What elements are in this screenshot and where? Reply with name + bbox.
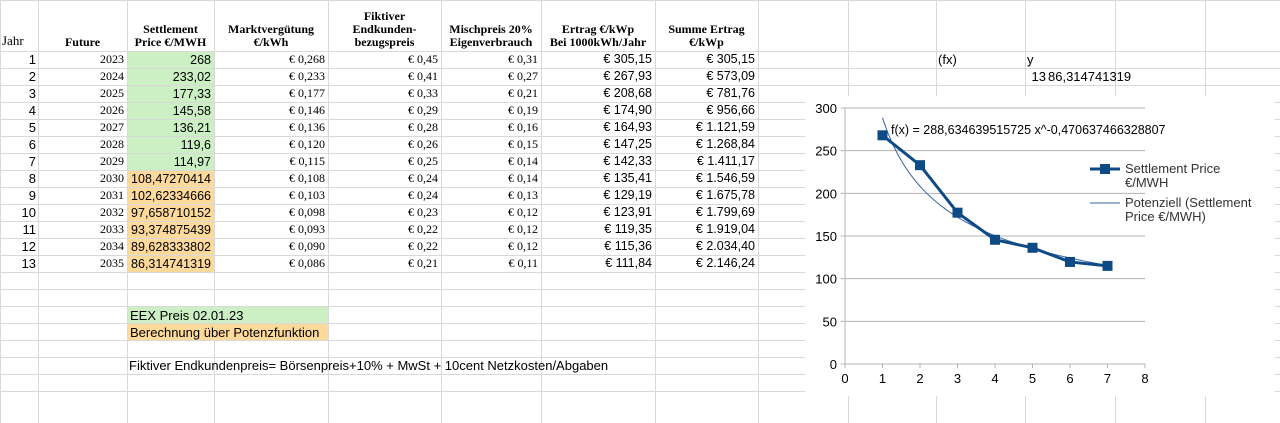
note-potenzfunktion[interactable]: Berechnung über Potenzfunktion xyxy=(128,324,328,340)
header-future-line: Future xyxy=(64,35,101,49)
y-tick-label: 300 xyxy=(815,101,837,116)
cell-summe-ertrag[interactable]: € 956,66 xyxy=(706,103,755,117)
cell-summe-ertrag[interactable]: € 2.146,24 xyxy=(695,256,755,270)
price-chart[interactable] xyxy=(805,96,1275,396)
x-tick-label: 4 xyxy=(991,371,999,386)
cell-settlement-price[interactable]: 268 xyxy=(128,52,214,68)
cell-summe-ertrag[interactable]: € 2.034,40 xyxy=(695,239,755,253)
cell-summe-ertrag[interactable]: € 1.411,17 xyxy=(696,154,755,168)
data-point[interactable] xyxy=(953,208,963,218)
cell-fiktiver-preis[interactable]: € 0,41 xyxy=(408,69,438,83)
row-index[interactable]: 12 xyxy=(21,239,36,254)
cell-fiktiver-preis[interactable]: € 0,22 xyxy=(408,222,438,236)
cell-settlement-price[interactable]: 93,374875439 xyxy=(128,222,214,238)
cell-marktverguetung[interactable]: € 0,093 xyxy=(289,222,325,236)
cell-mischpreis[interactable]: € 0,11 xyxy=(508,256,538,270)
cell-mischpreis[interactable]: € 0,19 xyxy=(508,103,538,117)
data-point[interactable] xyxy=(1065,257,1075,267)
cell-settlement-price[interactable]: 233,02 xyxy=(128,69,214,85)
cell-mischpreis[interactable]: € 0,12 xyxy=(508,222,538,236)
cell-ertrag[interactable]: € 164,93 xyxy=(603,120,652,134)
legend-label-trendline: Potenziell (Settlement xyxy=(1125,195,1252,210)
header-marktverguetung[interactable] xyxy=(214,0,328,50)
cell-settlement-price[interactable]: 114,97 xyxy=(128,154,214,170)
cell-ertrag[interactable]: € 174,90 xyxy=(603,103,652,117)
x-tick-label: 1 xyxy=(878,371,887,386)
header-mischpreis[interactable] xyxy=(441,0,541,50)
cell-year[interactable]: 2028 xyxy=(100,137,124,151)
cell-fx-label[interactable]: (fx) xyxy=(938,52,957,67)
cell-marktverguetung[interactable]: € 0,268 xyxy=(289,52,325,66)
header-future[interactable] xyxy=(38,0,127,50)
header-fiktiver-endkundenpreis-line: bezugspreis xyxy=(354,35,415,49)
cell-year[interactable]: 2024 xyxy=(100,69,124,83)
cell-ertrag[interactable]: € 135,41 xyxy=(603,171,652,185)
cell-settlement-price[interactable]: 86,314741319 xyxy=(128,256,214,272)
legend-label-series: Settlement Price xyxy=(1125,161,1221,176)
cell-summe-ertrag[interactable]: € 1.268,84 xyxy=(695,137,755,151)
header-summe-ertrag-line: €/kWp xyxy=(689,35,724,49)
cell-ertrag[interactable]: € 123,91 xyxy=(603,205,652,219)
y-tick-label: 150 xyxy=(815,229,837,244)
cell-marktverguetung[interactable]: € 0,115 xyxy=(289,154,325,168)
x-tick-label: 6 xyxy=(1066,371,1074,386)
header-settlement-price[interactable] xyxy=(127,0,214,50)
y-tick-label: 250 xyxy=(815,143,837,159)
cell-year[interactable]: 2034 xyxy=(100,239,124,253)
cell-marktverguetung[interactable]: € 0,108 xyxy=(289,171,325,185)
cell-marktverguetung[interactable]: € 0,090 xyxy=(289,239,325,253)
cell-year[interactable]: 2033 xyxy=(100,222,124,236)
cell-y-value[interactable]: 86,314741319 xyxy=(1048,69,1132,84)
header-marktverguetung-line: Marktvergütung xyxy=(228,22,314,36)
cell-ertrag[interactable]: € 208,68 xyxy=(603,86,652,100)
cell-marktverguetung[interactable]: € 0,136 xyxy=(289,120,325,134)
cell-marktverguetung[interactable]: € 0,098 xyxy=(289,205,325,219)
header-jahr[interactable]: Jahr xyxy=(2,33,24,48)
cell-ertrag[interactable]: € 119,35 xyxy=(604,222,652,236)
row-index[interactable]: 13 xyxy=(21,256,36,271)
chart-background xyxy=(805,96,1275,396)
cell-fiktiver-preis[interactable]: € 0,24 xyxy=(408,171,438,185)
y-tick-label: 50 xyxy=(822,314,837,330)
cell-ertrag[interactable]: € 129,19 xyxy=(603,188,652,202)
cell-ertrag[interactable]: € 142,33 xyxy=(603,154,652,168)
cell-fiktiver-preis[interactable]: € 0,22 xyxy=(408,239,438,253)
cell-marktverguetung[interactable]: € 0,177 xyxy=(289,86,325,100)
data-point[interactable] xyxy=(915,160,925,170)
cell-year[interactable]: 2031 xyxy=(100,188,124,202)
cell-summe-ertrag[interactable]: € 1.675,78 xyxy=(695,188,755,202)
cell-year[interactable]: 2032 xyxy=(100,205,124,219)
header-fiktiver-endkundenpreis[interactable] xyxy=(328,0,441,50)
legend-marker-series xyxy=(1100,164,1110,174)
header-mischpreis-line: Eigenverbrauch xyxy=(449,35,533,49)
row-index[interactable]: 7 xyxy=(28,154,36,169)
grid-col-line xyxy=(758,0,759,423)
cell-settlement-price[interactable]: 177,33 xyxy=(128,86,214,102)
cell-y-label[interactable]: y xyxy=(1027,52,1034,67)
cell-fiktiver-preis[interactable]: € 0,21 xyxy=(408,256,438,270)
header-summe-ertrag-line: Summe Ertrag xyxy=(668,22,745,36)
cell-ertrag[interactable]: € 267,93 xyxy=(603,69,652,83)
cell-mischpreis[interactable]: € 0,16 xyxy=(508,120,538,134)
cell-year[interactable]: 2023 xyxy=(100,52,124,66)
header-ertrag-line: Bei 1000kWh/Jahr xyxy=(549,35,647,49)
header-fiktiver-endkundenpreis-line: Endkunden- xyxy=(352,22,417,36)
cell-summe-ertrag[interactable]: € 1.799,69 xyxy=(695,205,755,219)
cell-x-value[interactable]: 13 xyxy=(1031,69,1046,84)
y-tick-label: 100 xyxy=(815,271,837,287)
cell-marktverguetung[interactable]: € 0,146 xyxy=(289,103,325,117)
cell-ertrag[interactable]: € 111,84 xyxy=(605,256,652,270)
cell-marktverguetung[interactable]: € 0,086 xyxy=(289,256,325,270)
x-tick-label: 3 xyxy=(953,371,962,386)
cell-summe-ertrag[interactable]: € 781,76 xyxy=(706,86,755,100)
row-index[interactable]: 1 xyxy=(28,52,36,67)
x-tick-label: 5 xyxy=(1028,371,1037,386)
cell-year[interactable]: 2030 xyxy=(100,171,124,185)
header-mischpreis-line: Mischpreis 20% xyxy=(449,22,533,36)
data-point[interactable] xyxy=(1103,261,1113,271)
legend-label-series: €/MWH xyxy=(1125,175,1169,190)
row-index[interactable]: 3 xyxy=(28,86,36,101)
cell-mischpreis[interactable]: € 0,13 xyxy=(508,188,538,202)
x-tick-label: 8 xyxy=(1141,371,1149,386)
note-eex-preis[interactable]: EEX Preis 02.01.23 xyxy=(128,307,328,323)
cell-mischpreis[interactable]: € 0,31 xyxy=(508,52,538,66)
header-fiktiver-endkundenpreis-line: Fiktiver xyxy=(363,9,406,23)
cell-year[interactable]: 2026 xyxy=(100,103,124,117)
cell-summe-ertrag[interactable]: € 573,09 xyxy=(706,69,755,83)
cell-fiktiver-preis[interactable]: € 0,33 xyxy=(408,86,438,100)
row-index[interactable]: 9 xyxy=(28,188,36,203)
cell-settlement-price[interactable]: 89,628333802 xyxy=(128,239,214,255)
row-index[interactable]: 11 xyxy=(22,222,36,237)
cell-fiktiver-preis[interactable]: € 0,28 xyxy=(408,120,438,134)
trendline-equation: f(x) = 288,634639515725 x^-0,470637466328807 xyxy=(891,123,1166,137)
cell-fiktiver-preis[interactable]: € 0,23 xyxy=(408,205,438,219)
cell-summe-ertrag[interactable]: € 1.121,59 xyxy=(695,120,755,134)
cell-summe-ertrag[interactable]: € 1.546,59 xyxy=(695,171,755,185)
cell-mischpreis[interactable]: € 0,27 xyxy=(508,69,538,83)
note-formula[interactable]: Fiktiver Endkundenpreis= Börsenpreis+10% + MwSt + 10cent Netzkosten/Abgaben xyxy=(129,358,609,373)
cell-marktverguetung[interactable]: € 0,103 xyxy=(289,188,325,202)
cell-mischpreis[interactable]: € 0,12 xyxy=(508,239,538,253)
cell-marktverguetung[interactable]: € 0,120 xyxy=(289,137,325,151)
row-index[interactable]: 5 xyxy=(28,120,36,135)
cell-settlement-price[interactable]: 102,62334666 xyxy=(128,188,214,204)
header-settlement-price-line: Settlement xyxy=(143,22,198,36)
cell-fiktiver-preis[interactable]: € 0,45 xyxy=(408,52,438,66)
cell-year[interactable]: 2027 xyxy=(100,120,124,134)
header-settlement-price-line: Price €/MWH xyxy=(134,35,207,49)
cell-mischpreis[interactable]: € 0,12 xyxy=(508,205,538,219)
x-tick-label: 7 xyxy=(1103,371,1112,386)
cell-mischpreis[interactable]: € 0,21 xyxy=(508,86,538,100)
cell-settlement-price[interactable]: 145,58 xyxy=(128,103,214,119)
cell-settlement-price[interactable]: 136,21 xyxy=(128,120,214,136)
cell-year[interactable]: 2035 xyxy=(100,256,124,270)
header-summe-ertrag[interactable] xyxy=(655,0,758,50)
data-point[interactable] xyxy=(990,235,1000,245)
cell-year[interactable]: 2025 xyxy=(100,86,124,100)
header-ertrag[interactable] xyxy=(541,0,655,50)
row-index[interactable]: 10 xyxy=(21,205,36,220)
header-ertrag-line: Ertrag €/kWp xyxy=(561,22,635,36)
y-tick-label: 0 xyxy=(829,357,837,372)
cell-mischpreis[interactable]: € 0,14 xyxy=(508,154,538,168)
x-tick-label: 2 xyxy=(916,371,924,386)
cell-ertrag[interactable]: € 305,15 xyxy=(603,52,652,66)
y-tick-label: 200 xyxy=(815,186,837,202)
cell-settlement-price[interactable]: 97,658710152 xyxy=(128,205,214,221)
x-tick-label: 0 xyxy=(841,371,849,386)
cell-settlement-price[interactable]: 119,6 xyxy=(128,137,214,153)
cell-summe-ertrag[interactable]: € 305,15 xyxy=(706,52,755,66)
cell-mischpreis[interactable]: € 0,15 xyxy=(508,137,538,151)
row-index[interactable]: 2 xyxy=(28,69,36,84)
cell-marktverguetung[interactable]: € 0,233 xyxy=(289,69,325,83)
row-index[interactable]: 6 xyxy=(28,137,36,152)
cell-settlement-price[interactable]: 108,47270414 xyxy=(128,171,214,187)
cell-year[interactable]: 2029 xyxy=(100,154,124,168)
cell-fiktiver-preis[interactable]: € 0,25 xyxy=(408,154,438,168)
row-index[interactable]: 4 xyxy=(28,103,36,118)
cell-fiktiver-preis[interactable]: € 0,29 xyxy=(408,103,438,117)
header-marktverguetung-line: €/kWh xyxy=(253,35,289,49)
cell-ertrag[interactable]: € 147,25 xyxy=(603,137,652,151)
data-point[interactable] xyxy=(878,130,888,140)
cell-summe-ertrag[interactable]: € 1.919,04 xyxy=(695,222,755,236)
cell-mischpreis[interactable]: € 0,14 xyxy=(508,171,538,185)
legend-label-trendline: Price €/MWH) xyxy=(1125,209,1206,224)
cell-ertrag[interactable]: € 115,36 xyxy=(604,239,652,253)
data-point[interactable] xyxy=(1028,243,1038,253)
row-index[interactable]: 8 xyxy=(28,171,36,186)
cell-fiktiver-preis[interactable]: € 0,26 xyxy=(408,137,438,151)
cell-fiktiver-preis[interactable]: € 0,24 xyxy=(408,188,438,202)
